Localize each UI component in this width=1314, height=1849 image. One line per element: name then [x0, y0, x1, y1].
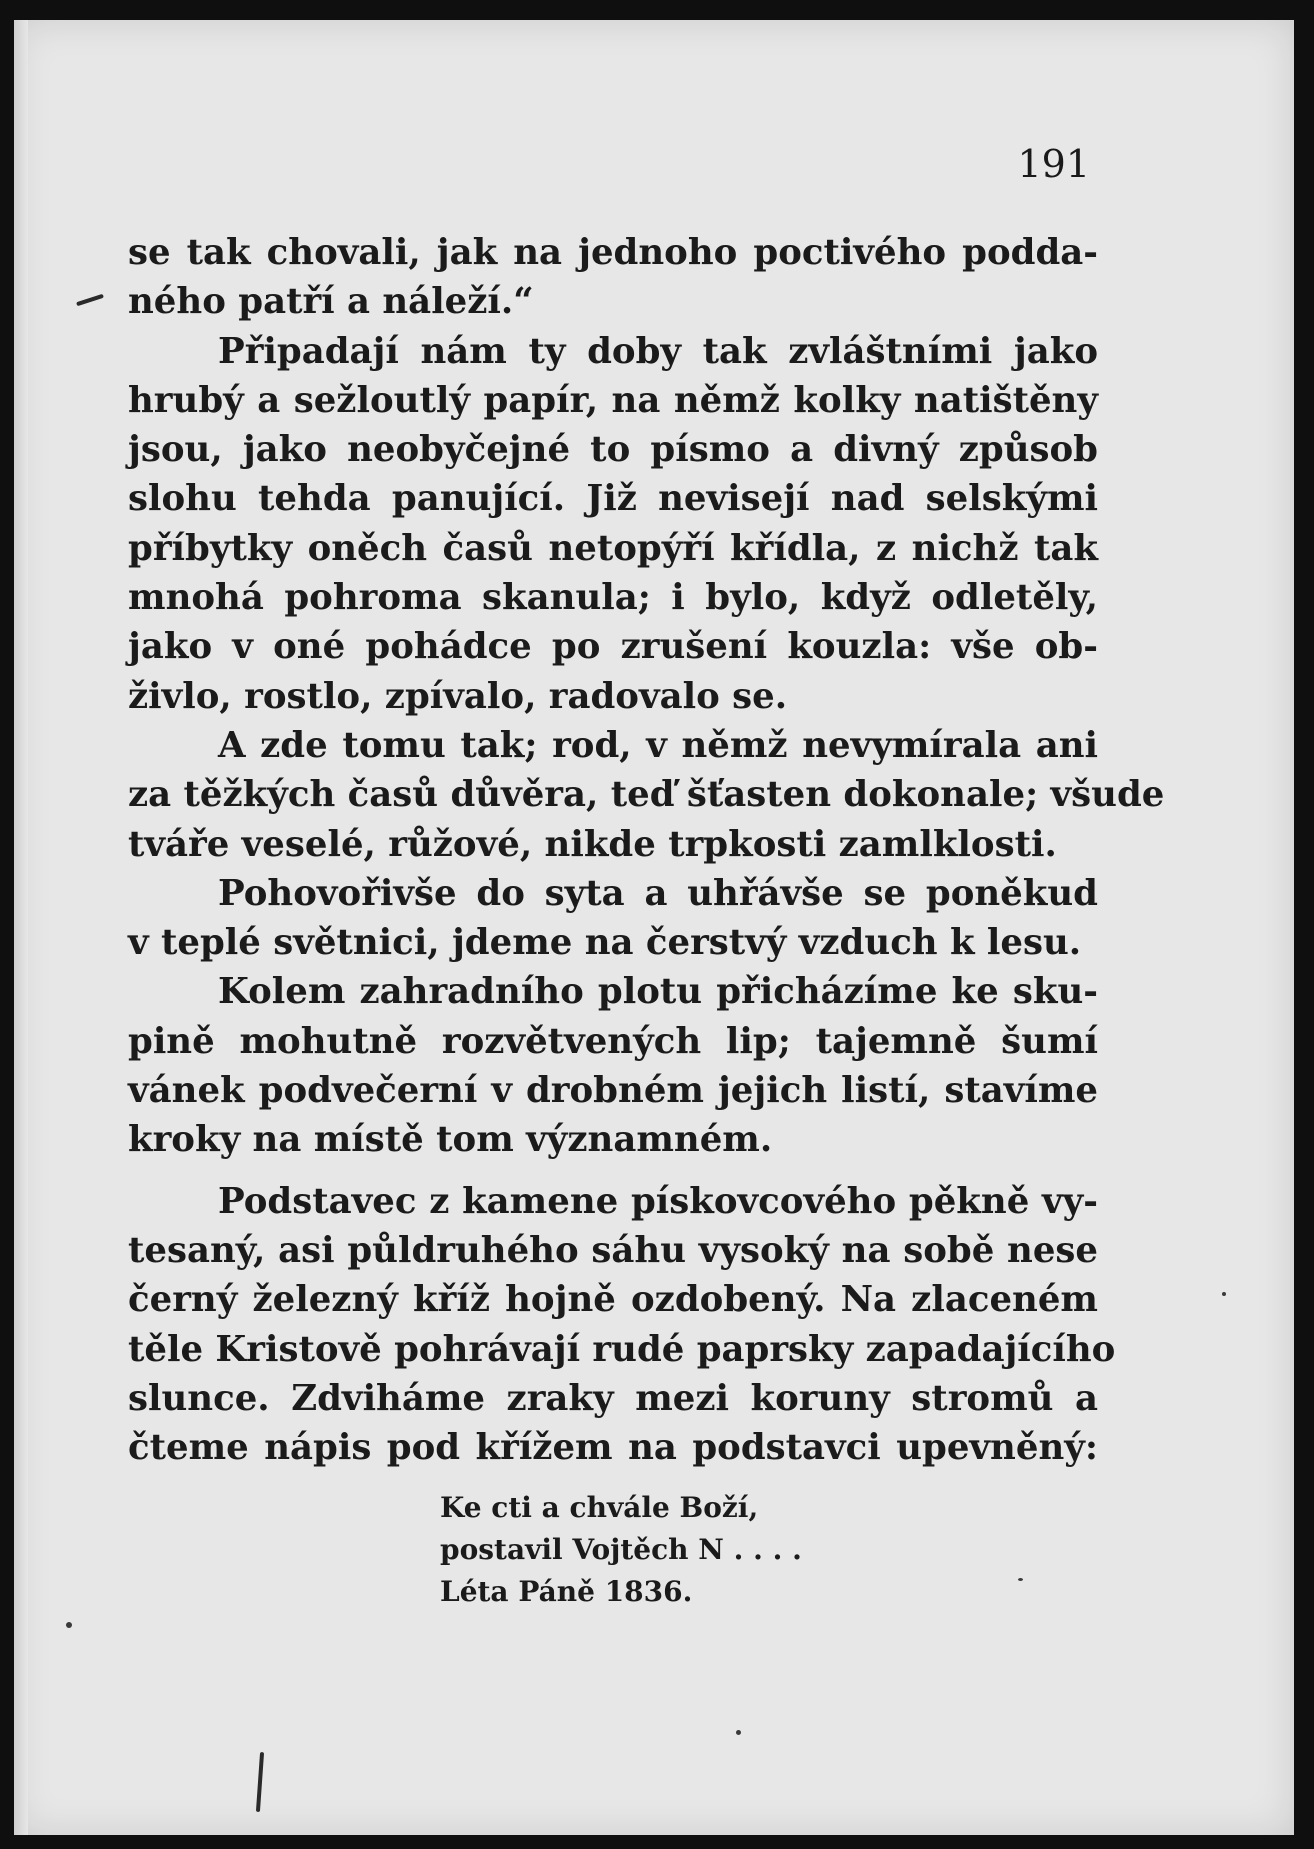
text-line: tváře veselé, růžové, nikde trpkosti zamlklosti.: [128, 823, 1057, 865]
text-line: ného patří a náleží.“: [128, 281, 534, 323]
page-edge: [14, 20, 28, 1835]
text-line: v teplé světnici, jdeme na čerstvý vzduch k lesu.: [128, 922, 1082, 964]
text-line: Kolem zahradního plotu přicházíme ke sku-: [218, 971, 1098, 1013]
text-line: příbytky oněch časů netopýří křídla, z nichž tak: [128, 527, 1098, 569]
inscription-line: Léta Páně 1836.: [440, 1575, 693, 1608]
cross-inscription: [440, 1487, 940, 1613]
text-line: vánek podvečerní v drobném jejich listí, stavíme: [128, 1070, 1098, 1112]
text-line: pině mohutně rozvětvených lip; tajemně šumí: [128, 1020, 1098, 1062]
paper-speck: [1018, 1578, 1023, 1581]
text-line: kroky na místě tom významném.: [128, 1119, 773, 1161]
paragraph-gap: [128, 1165, 1098, 1177]
text-line: černý železný kříž hojně ozdobený. Na zlaceném: [128, 1279, 1098, 1321]
text-line: Připadají nám ty doby tak zvláštními jako: [218, 330, 1098, 372]
text-line: jako v oné pohádce po zrušení kouzla: vše ob-: [128, 626, 1098, 668]
text-line: slohu tehda panující. Již nevisejí nad selskými: [128, 478, 1098, 520]
text-line: se tak chovali, jak na jednoho poctivého podda-: [128, 232, 1098, 273]
paper-speck: [66, 1622, 72, 1628]
inscription-line: postavil Vojtěch N . . . .: [440, 1533, 802, 1566]
text-line: za těžkých časů důvěra, teď šťasten dokonale; všude: [128, 774, 1165, 816]
text-line: jsou, jako neobyčejné to písmo a divný způsob: [128, 429, 1098, 471]
inscription-line: Ke cti a chvále Boží,: [440, 1491, 759, 1524]
page-number: 191: [1017, 142, 1090, 186]
text-line: slunce. Zdviháme zraky mezi koruny stromů a: [128, 1377, 1098, 1419]
text-line: A zde tomu tak; rod, v němž nevymírala ani: [218, 724, 1098, 766]
text-line: těle Kristově pohrávají rudé paprsky zapadajícího: [128, 1328, 1116, 1370]
paper-speck: [736, 1730, 741, 1735]
text-line: hrubý a sežloutlý papír, na němž kolky natištěny: [128, 379, 1098, 421]
body-text: [128, 228, 1165, 1472]
text-line: tesaný, asi půldruhého sáhu vysoký na sobě nese: [128, 1229, 1098, 1271]
text-line: Pohovořivše do syta a uhřávše se poněkud: [218, 872, 1098, 914]
text-line: živlo, rostlo, zpívalo, radovalo se.: [128, 675, 788, 717]
paper-speck: [1222, 1292, 1226, 1296]
text-line: Podstavec z kamene pískovcového pěkně vy-: [218, 1180, 1098, 1222]
text-line: mnohá pohroma skanula; i bylo, když odletěly,: [128, 577, 1098, 619]
text-line: čteme nápis pod křížem na podstavci upevněný:: [128, 1427, 1098, 1469]
